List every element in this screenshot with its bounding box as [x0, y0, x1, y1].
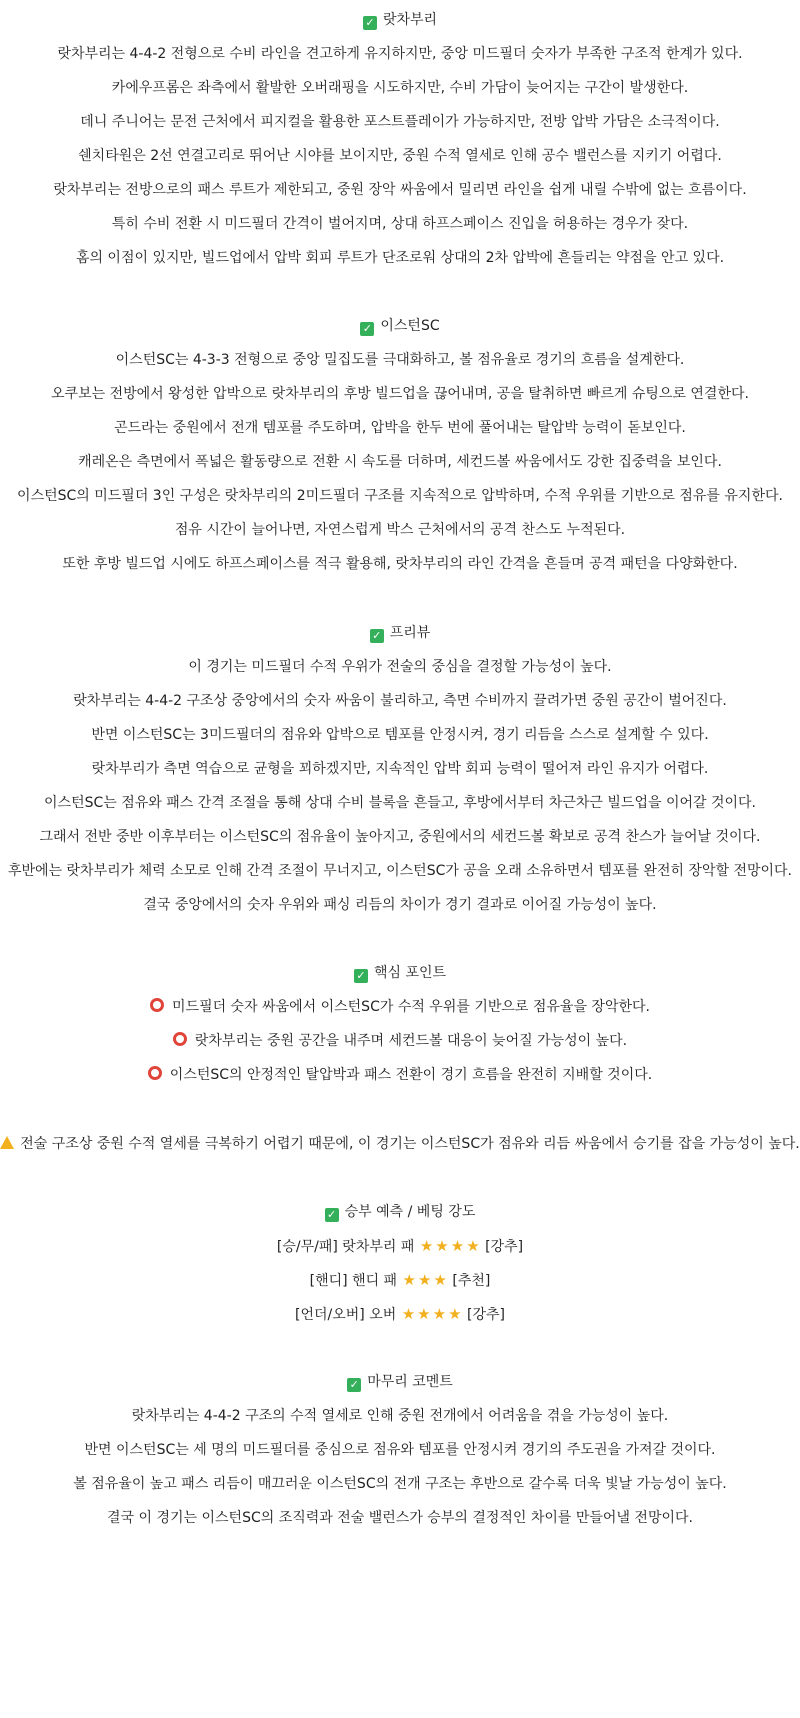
paragraph-line: 후반에는 랏차부리가 체력 소모로 인해 간격 조절이 무너지고, 이스턴SC가 공을 오래 소유하면서 템포를 완전히 장악할 전망이다. [7, 863, 793, 879]
paragraph-line: 랏차부리는 4-4-2 구조의 수적 열세로 인해 중원 전개에서 어려움을 겪을 가능성이 높다. [131, 1408, 669, 1424]
star-icon: ★ [433, 1271, 447, 1289]
section-heading-key-points [0, 963, 800, 983]
red-circle-icon [150, 998, 164, 1012]
paragraph-line: 쉔치타원은 2선 연결고리로 뛰어난 시야를 보이지만, 중원 수적 열세로 인해 공수 밸런스를 지키기 어렵다. [78, 148, 722, 164]
warning-line [0, 1134, 800, 1154]
warning-text: 전술 구조상 중원 수적 열세를 극복하기 어렵기 때문에, 이 경기는 이스턴SC가 점유와 리듬 싸움에서 승기를 잡을 가능성이 높다. [20, 1136, 800, 1152]
section-heading-ratchaburi [0, 10, 800, 30]
paragraph-line: 볼 점유율이 높고 패스 리듬이 매끄러운 이스턴SC의 전개 구조는 후반으로 갈수록 더욱 빛날 가능성이 높다. [73, 1476, 727, 1492]
prediction-strength: [강추] [466, 1307, 505, 1323]
star-icon: ★ [450, 1237, 465, 1255]
prediction-label: [승/무/패] 랏차부리 패 [276, 1239, 415, 1255]
paragraph-line: 또한 후방 빌드업 시에도 하프스페이스를 적극 활용해, 랏차부리의 라인 간격을 흔들며 공격 패턴을 다양화한다. [62, 556, 738, 572]
check-icon: ✓ [325, 1208, 339, 1222]
paragraph-line: 랏차부리가 측면 역습으로 균형을 꾀하겠지만, 지속적인 압박 회피 능력이 떨어져 라인 유지가 어렵다. [91, 761, 709, 777]
check-icon: ✓ [347, 1378, 361, 1392]
paragraph-line: 결국 이 경기는 이스턴SC의 조직력과 전술 밸런스가 승부의 결정적인 차이를 만들어낼 전망이다. [107, 1510, 693, 1526]
paragraph-line: 랏차부리는 4-4-2 구조상 중앙에서의 숫자 싸움이 불리하고, 측면 수비까지 끌려가면 중원 공간이 벌어진다. [73, 693, 727, 709]
key-point-text: 미드필더 숫자 싸움에서 이스턴SC가 수적 우위를 기반으로 점유율을 장악한다. [172, 999, 650, 1015]
section-title: 프리뷰 [389, 625, 431, 641]
check-icon: ✓ [360, 322, 374, 336]
star-icon: ★ [402, 1271, 416, 1289]
paragraph-line: 랏차부리는 전방으로의 패스 루트가 제한되고, 중원 장악 싸움에서 밀리면 라인을 쉽게 내릴 수밖에 없는 흐름이다. [53, 182, 747, 198]
red-circle-icon [173, 1032, 187, 1046]
paragraph-line: 이 경기는 미드필더 수적 우위가 전술의 중심을 결정할 가능성이 높다. [188, 659, 612, 675]
paragraph-line: 데니 주니어는 문전 근처에서 피지컬을 활용한 포스트플레이가 가능하지만, 전방 압박 가담은 소극적이다. [80, 114, 720, 130]
key-point-item [0, 1031, 800, 1051]
check-icon: ✓ [354, 969, 368, 983]
paragraph-line: 반면 이스턴SC는 3미드필더의 점유와 압박으로 템포를 안정시켜, 경기 리듬을 스스로 설계할 수 있다. [91, 727, 709, 743]
key-point-text: 이스턴SC의 안정적인 탈압박과 패스 전환이 경기 흐름을 완전히 지배할 것이다. [169, 1067, 653, 1083]
prediction-strength: [강추] [485, 1239, 524, 1255]
warning-icon [0, 1136, 14, 1149]
prediction-label: [언더/오버] 오버 [295, 1307, 397, 1323]
prediction-row [0, 1236, 800, 1257]
prediction-row [0, 1270, 800, 1291]
paragraph-line: 오쿠보는 전방에서 왕성한 압박으로 랏차부리의 후방 빌드업을 끊어내며, 공을 탈취하면 빠르게 슈팅으로 연결한다. [51, 386, 749, 402]
paragraph-line: 특히 수비 전환 시 미드필더 간격이 벌어지며, 상대 하프스페이스 진입을 허용하는 경우가 잦다. [111, 216, 689, 232]
paragraph-line: 카에우프롬은 좌측에서 활발한 오버래핑을 시도하지만, 수비 가담이 늦어지는 구간이 발생한다. [111, 80, 689, 96]
section-title: 승부 예측 / 베팅 강도 [344, 1204, 476, 1220]
paragraph-line: 결국 중앙에서의 숫자 우위와 패싱 리듬의 차이가 경기 결과로 이어질 가능성이 높다. [143, 897, 657, 913]
paragraph-line: 이스턴SC는 4-3-3 전형으로 중앙 밀집도를 극대화하고, 볼 점유율로 경기의 흐름을 설계한다. [115, 352, 685, 368]
star-icon: ★ [432, 1305, 447, 1323]
star-rating [402, 1273, 448, 1289]
prediction-label: [핸디] 핸디 패 [309, 1273, 398, 1289]
key-point-item [0, 997, 800, 1017]
star-rating [419, 1239, 481, 1255]
paragraph-line: 점유 시간이 늘어나면, 자연스럽게 박스 근처에서의 공격 찬스도 누적된다. [174, 522, 626, 538]
section-title: 랏차부리 [382, 12, 438, 28]
check-icon: ✓ [363, 16, 377, 30]
star-icon: ★ [466, 1237, 480, 1255]
paragraph-line: 이스턴SC는 점유와 패스 간격 조절을 통해 상대 수비 블록을 흔들고, 후방에서부터 차근차근 빌드업을 이어갈 것이다. [44, 795, 756, 811]
star-icon: ★ [418, 1271, 432, 1289]
paragraph-line: 반면 이스턴SC는 세 명의 미드필더를 중심으로 점유와 템포를 안정시켜 경기의 주도권을 가져갈 것이다. [84, 1442, 716, 1458]
prediction-strength: [추천] [452, 1273, 491, 1289]
star-rating [401, 1307, 463, 1323]
section-heading-prediction [0, 1202, 800, 1222]
star-icon: ★ [417, 1305, 431, 1323]
star-icon: ★ [401, 1305, 416, 1323]
paragraph-line: 랏차부리는 4-4-2 전형으로 수비 라인을 견고하게 유지하지만, 중앙 미드필더 숫자가 부족한 구조적 한계가 있다. [57, 46, 743, 62]
section-title: 이스턴SC [380, 318, 440, 334]
key-point-text: 랏차부리는 중원 공간을 내주며 세컨드볼 대응이 늦어질 가능성이 높다. [194, 1033, 628, 1049]
key-point-item [0, 1065, 800, 1085]
section-heading-closing [0, 1372, 800, 1392]
paragraph-line: 곤드라는 중원에서 전개 템포를 주도하며, 압박을 한두 번에 풀어내는 탈압박 능력이 돋보인다. [114, 420, 686, 436]
star-icon: ★ [419, 1237, 434, 1255]
section-heading-preview [0, 623, 800, 643]
paragraph-line: 그래서 전반 중반 이후부터는 이스턴SC의 점유율이 높아지고, 중원에서의 세컨드볼 확보로 공격 찬스가 늘어날 것이다. [39, 829, 761, 845]
paragraph-line: 이스턴SC의 미드필더 3인 구성은 랏차부리의 2미드필더 구조를 지속적으로 압박하며, 수적 우위를 기반으로 점유를 유지한다. [17, 488, 783, 504]
section-title: 핵심 포인트 [373, 965, 447, 981]
section-title: 마무리 코멘트 [367, 1374, 453, 1390]
prediction-row [0, 1304, 800, 1325]
red-circle-icon [148, 1066, 162, 1080]
paragraph-line: 캐레온은 측면에서 폭넓은 활동량으로 전환 시 속도를 더하며, 세컨드볼 싸움에서도 강한 집중력을 보인다. [78, 454, 722, 470]
paragraph-line: 홈의 이점이 있지만, 빌드업에서 압박 회피 루트가 단조로워 상대의 2차 압박에 흔들리는 약점을 안고 있다. [75, 250, 725, 266]
star-icon: ★ [448, 1305, 462, 1323]
check-icon: ✓ [370, 629, 384, 643]
section-heading-eastern [0, 316, 800, 336]
star-icon: ★ [435, 1237, 449, 1255]
